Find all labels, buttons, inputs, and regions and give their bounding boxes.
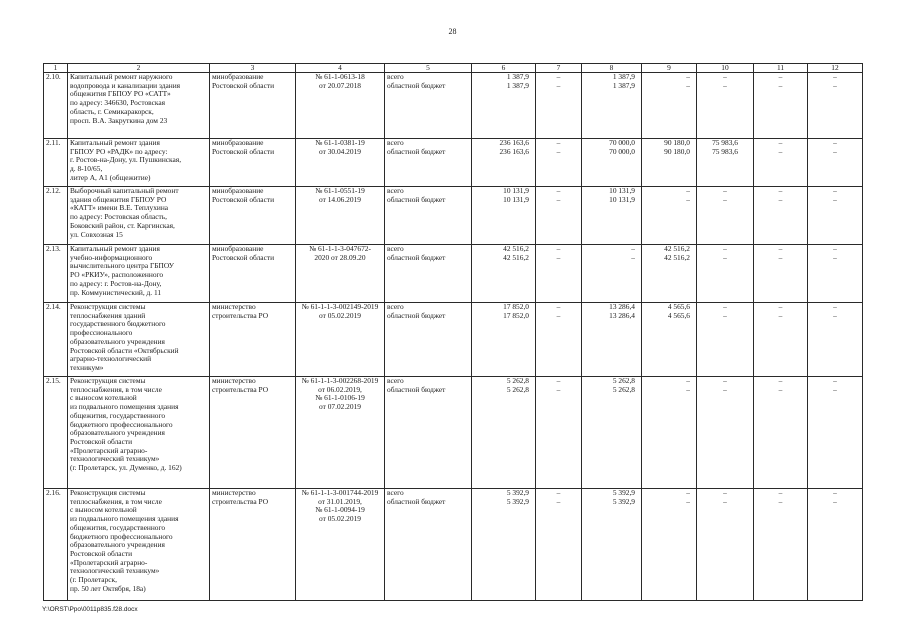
object-name: Капитальный ремонт наружного водопровода и канализации здания общежития ГБПОУ РО «САТТ» по адресу: 346630, Ростовская область, г. Семикаракорск, просп. В.А. Закруткина дом 23 [68,73,210,139]
amount-c7-value: – [556,186,561,195]
amount-c12 [808,139,863,187]
funding-source-value: всего [387,186,404,195]
funding-source-value: областной бюджет [387,146,446,156]
funding-source [385,73,472,139]
responsible-org: минобразование Ростовской области [210,139,296,187]
amount-c6-value: 236 163,6 [499,146,529,156]
amount-c6-value: 1 387,9 [506,80,529,90]
object-name: Капитальный ремонт здания учебно-информационного вычислительного центра ГБПОУ РО «РКИУ», расположенного по адресу: г. Ростов-на-Дону, пр. Коммунистический, д. 11 [68,245,210,303]
amount-c11 [754,73,808,139]
amount-c6 [472,489,536,601]
column-number: 6 [472,64,536,73]
amount-c9-value: – [686,488,690,497]
funding-source-value: областной бюджет [387,194,446,204]
amount-c6-value: 10 131,9 [503,186,529,195]
amount-c10-value: – [723,80,727,90]
amount-c10-value: – [723,384,727,394]
amount-c7-value: – [556,138,561,147]
funding-source-value: областной бюджет [387,496,446,506]
table-row [44,139,863,187]
amount-c11 [754,489,808,601]
amount-c12-value: – [833,310,837,320]
amount-c7-value: – [556,376,561,385]
column-number: 1 [44,64,68,73]
amount-c8 [582,245,642,303]
amount-c11-value: – [778,302,783,311]
funding-source [385,377,472,489]
funding-source-value: всего [387,244,404,253]
amount-c12-value: – [833,138,837,147]
amount-c8-value: 1 387,9 [612,80,635,90]
funding-source-value: областной бюджет [387,252,446,262]
amount-c11-value: – [778,252,783,262]
amount-c9-value: – [686,80,690,90]
amount-c12-value: – [833,186,837,195]
amount-c6 [472,73,536,139]
amount-c6-value: 17 852,0 [503,302,529,311]
amount-c9 [642,187,697,245]
table-row [44,187,863,245]
page-number: 28 [448,27,457,36]
amount-c10-value: – [723,186,727,195]
column-number: 8 [582,64,642,73]
responsible-org: министерство строительства РО [210,303,296,377]
amount-c7-value: – [556,496,561,506]
amount-c8-value: 13 286,4 [609,310,635,320]
amount-c12 [808,245,863,303]
amount-c12 [808,303,863,377]
amount-c11 [754,187,808,245]
object-name: Реконструкция системы теплоснабжения, в том числе с выносом котельной из подвального помещения здания общежития, государственного бюджетного профессионального образовательного учреждения Ростовской области «Пролетарский аграрно- технологический техникум» (г. Пролетарск, пр. 50 лет Октября, 18а) [68,489,210,601]
column-number: 2 [68,64,210,73]
item-number: 2.13. [44,245,68,303]
amount-c10-value: – [723,376,727,385]
amount-c11 [754,377,808,489]
table-row [44,73,863,139]
item-number: 2.14. [44,303,68,377]
funding-source-value: всего [387,138,404,147]
funding-source-value: всего [387,488,404,497]
amount-c11-value: – [778,80,783,90]
amount-c11-value: – [778,138,783,147]
amount-c8 [582,303,642,377]
amount-c11-value: – [778,310,783,320]
funding-source [385,139,472,187]
amount-c10-value: – [723,244,727,253]
object-name: Реконструкция системы теплоснабжения зданий государственного бюджетного профессионального образовательного учреждения Ростовской области «Октябрьский аграрно-технологический техникум» [68,303,210,377]
amount-c9-value: 42 516,2 [664,252,690,262]
amount-c9 [642,303,697,377]
amount-c8-value: 13 286,4 [609,302,635,311]
funding-source [385,303,472,377]
amount-c7 [536,245,582,303]
document-ref: № 61-1-0381-19 от 30.04.2019 [296,139,385,187]
funding-source-value: всего [387,302,404,311]
column-number: 9 [642,64,697,73]
amount-c9 [642,489,697,601]
program-table [43,63,863,601]
amount-c7 [536,73,582,139]
amount-c9-value: – [686,72,690,81]
amount-c10-value: – [723,72,727,81]
responsible-org: минобразование Ростовской области [210,187,296,245]
amount-c10-value: – [723,488,727,497]
item-number: 2.11. [44,139,68,187]
amount-c11 [754,303,808,377]
amount-c9-value: 4 565,6 [667,302,690,311]
amount-c9 [642,139,697,187]
amount-c9-value: – [686,194,690,204]
amount-c10 [697,187,754,245]
funding-source [385,489,472,601]
amount-c8 [582,187,642,245]
amount-c7 [536,377,582,489]
amount-c10-value: – [723,194,727,204]
document-ref: № 61-1-0613-18 от 20.07.2018 [296,73,385,139]
amount-c11-value: – [778,244,783,253]
item-number: 2.15. [44,377,68,489]
amount-c10 [697,303,754,377]
amount-c7-value: – [556,194,561,204]
object-name: Выборочный капитальный ремонт здания общежития ГБПОУ РО «КАТТ» имени В.Е. Теплухина по адресу: Ростовская область, Боковский район, ст. Каргинская, ул. Совхозная 15 [68,187,210,245]
amount-c8-value: – [631,244,635,253]
amount-c9-value: 90 180,0 [664,146,690,156]
amount-c10-value: – [723,496,727,506]
table-row [44,303,863,377]
amount-c11-value: – [778,496,783,506]
amount-c12 [808,377,863,489]
amount-c10-value: 75 983,6 [712,138,738,147]
amount-c10-value: – [723,252,727,262]
amount-c6 [472,245,536,303]
amount-c6 [472,303,536,377]
amount-c11 [754,139,808,187]
amount-c8-value: 5 392,9 [612,496,635,506]
amount-c9-value: 4 565,6 [667,310,690,320]
amount-c12 [808,73,863,139]
funding-source [385,245,472,303]
amount-c8-value: – [631,252,635,262]
amount-c9-value: – [686,186,690,195]
amount-c8-value: 10 131,9 [609,194,635,204]
document-ref: № 61-1-1-3-002149-2019 от 05.02.2019 [296,303,385,377]
amount-c11 [754,245,808,303]
amount-c10-value: 75 983,6 [712,146,738,156]
column-number: 11 [754,64,808,73]
responsible-org: минобразование Ростовской области [210,245,296,303]
amount-c8-value: 1 387,9 [612,72,635,81]
amount-c12-value: – [833,376,837,385]
document-ref: № 61-1-1-3-002268-2019 от 06.02.2019, № 61-1-0106-19 от 07.02.2019 [296,377,385,489]
amount-c7-value: – [556,302,561,311]
amount-c7-value: – [556,252,561,262]
amount-c7-value: – [556,72,561,81]
amount-c6-value: 5 262,8 [506,384,529,394]
responsible-org: министерство строительства РО [210,489,296,601]
amount-c10 [697,489,754,601]
amount-c12-value: – [833,488,837,497]
funding-source-value: областной бюджет [387,80,446,90]
amount-c8-value: 10 131,9 [609,186,635,195]
amount-c6-value: 236 163,6 [499,138,529,147]
amount-c10 [697,245,754,303]
amount-c8 [582,489,642,601]
amount-c7-value: – [556,146,561,156]
amount-c10 [697,73,754,139]
responsible-org: минобразование Ростовской области [210,73,296,139]
amount-c11-value: – [778,376,783,385]
amount-c9-value: – [686,496,690,506]
amount-c12 [808,489,863,601]
amount-c8-value: 5 262,8 [612,384,635,394]
amount-c11-value: – [778,384,783,394]
item-number: 2.10. [44,73,68,139]
amount-c12-value: – [833,194,837,204]
amount-c6 [472,139,536,187]
column-number: 3 [210,64,296,73]
table-row [44,377,863,489]
amount-c7-value: – [556,244,561,253]
amount-c12-value: – [833,302,837,311]
amount-c7 [536,489,582,601]
table-row [44,245,863,303]
amount-c9-value: 90 180,0 [664,138,690,147]
amount-c11-value: – [778,146,783,156]
amount-c12 [808,187,863,245]
item-number: 2.12. [44,187,68,245]
object-name: Капитальный ремонт здания ГБПОУ РО «РАДК» по адресу: г. Ростов-на-Дону, ул. Пушкинская, д. 8-10/65, литер А, А1 (общежитие) [68,139,210,187]
column-number-row [44,64,863,73]
amount-c6-value: 42 516,2 [503,252,529,262]
amount-c12-value: – [833,384,837,394]
amount-c9 [642,377,697,489]
column-number: 4 [296,64,385,73]
amount-c6-value: 42 516,2 [503,244,529,253]
amount-c9-value: – [686,384,690,394]
funding-source [385,187,472,245]
column-number: 12 [808,64,863,73]
column-number: 5 [385,64,472,73]
amount-c9 [642,245,697,303]
funding-source-value: областной бюджет [387,384,446,394]
column-number: 7 [536,64,582,73]
column-number: 10 [697,64,754,73]
amount-c6-value: 5 262,8 [506,376,529,385]
amount-c11-value: – [778,488,783,497]
amount-c7 [536,187,582,245]
amount-c9-value: – [686,376,690,385]
file-path-footer: Y:\ORST\Ppo\0011p835.f28.docx [42,606,138,613]
amount-c10 [697,139,754,187]
funding-source-value: всего [387,376,404,385]
amount-c10-value: – [723,302,727,311]
amount-c8-value: 70 000,0 [609,146,635,156]
amount-c7 [536,139,582,187]
amount-c11-value: – [778,194,783,204]
amount-c8 [582,73,642,139]
amount-c12-value: – [833,72,837,81]
amount-c11-value: – [778,186,783,195]
amount-c8-value: 5 392,9 [612,488,635,497]
table-row [44,489,863,601]
amount-c6-value: 17 852,0 [503,310,529,320]
amount-c6 [472,187,536,245]
funding-source-value: всего [387,72,404,81]
funding-source-value: областной бюджет [387,310,446,320]
amount-c6-value: 10 131,9 [503,194,529,204]
amount-c10 [697,377,754,489]
object-name: Реконструкция системы теплоснабжения, в том числе с выносом котельной из подвального помещения здания общежития, государственного бюджетного профессионального образовательного учреждения Ростовской области «Пролетарский аграрно- технологический техникум» (г. Пролетарск, ул. Думенко, д. 162) [68,377,210,489]
document-ref: № 61-1-0551-19 от 14.06.2019 [296,187,385,245]
amount-c7 [536,303,582,377]
amount-c9 [642,73,697,139]
amount-c12-value: – [833,496,837,506]
item-number: 2.16. [44,489,68,601]
amount-c10-value: – [723,310,727,320]
amount-c7-value: – [556,488,561,497]
amount-c12-value: – [833,146,837,156]
amount-c6-value: 5 392,9 [506,496,529,506]
amount-c7-value: – [556,384,561,394]
amount-c12-value: – [833,252,837,262]
amount-c11-value: – [778,72,783,81]
amount-c7-value: – [556,310,561,320]
amount-c8-value: 70 000,0 [609,138,635,147]
amount-c8 [582,139,642,187]
amount-c6-value: 5 392,9 [506,488,529,497]
amount-c9-value: 42 516,2 [664,244,690,253]
amount-c6-value: 1 387,9 [506,72,529,81]
document-ref: № 61-1-1-3-001744-2019 от 31.01.2019, № 61-1-0094-19 от 05.02.2019 [296,489,385,601]
amount-c7-value: – [556,80,561,90]
amount-c8 [582,377,642,489]
amount-c12-value: – [833,244,837,253]
amount-c8-value: 5 262,8 [612,376,635,385]
document-ref: № 61-1-1-3-047672- 2020 от 28.09.20 [296,245,385,303]
responsible-org: министерство строительства РО [210,377,296,489]
amount-c12-value: – [833,80,837,90]
amount-c6 [472,377,536,489]
